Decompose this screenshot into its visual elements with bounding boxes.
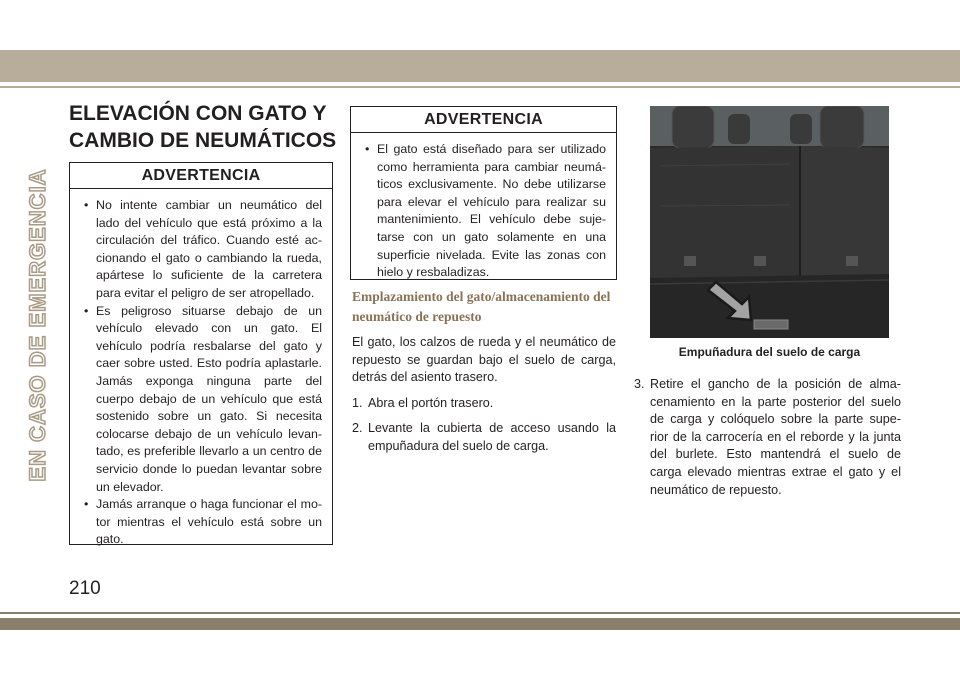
section-title-line1: ELEVACIÓN CON GATO Y (69, 102, 327, 125)
warning-box-2-title: ADVERTENCIA (351, 107, 616, 133)
cargo-floor-illustration (650, 106, 889, 338)
step-2 (352, 420, 616, 455)
warning-box-2-list (351, 133, 616, 290)
step-number: 1. (352, 396, 363, 410)
step-3 (634, 376, 901, 499)
step-text: Abra el portón trasero. (368, 396, 494, 410)
bottom-band-line (0, 612, 960, 614)
top-band-line (0, 86, 960, 88)
subheading-jack-location: Emplazamiento del gato/almacenamiento del neumático de repuesto (352, 289, 611, 324)
top-band (0, 50, 960, 82)
warning-box-1-list (70, 189, 332, 557)
photo-caption: Empuñadura del suelo de carga (678, 345, 861, 359)
warning-box-1-item: • Jamás arranque o haga funcionar el mo- tor mientras el vehículo está sobre un gato. (80, 496, 322, 549)
step-number: 3. (634, 377, 645, 391)
side-section-label: EN CASO DE EMERGENCIA (25, 168, 50, 482)
bottom-band (0, 618, 960, 630)
page-number: 210 (69, 578, 101, 599)
step-1 (352, 395, 616, 413)
warning-box-1-title: ADVERTENCIA (70, 163, 332, 189)
warning-box-1-item: • Es peligroso situarse debajo de un vehículo elevado con un gato. El vehículo podría resbalarse del gato y caer sobre usted. Esto podría aplastarle. Jamás exponga ninguna parte del cuerpo debajo de un vehículo que está sostenido sobre un gato. Si necesita colocarse debajo de un vehículo levan- tado, es preferible llevarlo a un centro de servicio donde lo puedan levantar sobre un elevador. (80, 303, 322, 497)
warning-box-2 (350, 106, 617, 280)
warning-box-1-item: • No intente cambiar un neumático del lado del vehículo que está próximo a la circulación del tráfico. Cuando esté ac- cionando el gato o cambiando la rueda, apártese lo suficiente de la carretera para evitar el peligro de ser atropellado. (80, 197, 322, 303)
step-text: Retire el gancho de la posición de alma- cenamiento en la parte posterior del suelo de carga y colóquelo sobre la parte supe- rior de la carrocería en el reborde y la junta del burlete. Esto mantendrá el suelo de carga elevado mientras extrae el gato y el neumático de repuesto. (650, 377, 901, 497)
step-number: 2. (352, 421, 363, 435)
section-title-line2: CAMBIO DE NEUMÁTICOS (69, 129, 337, 152)
section-title (69, 100, 339, 154)
cargo-floor-photo (650, 106, 889, 338)
warning-box-2-item: • El gato está diseñado para ser utilizado como herramienta para cambiar neumá- ticos exclusivamente. No debe utilizarse para elevar el vehículo para realizar su mantenimiento. El vehículo debe suje- tarse con un gato solamente en una superficie nivelada. Evite las zonas con hielo y resbaladizas. (361, 141, 606, 282)
step-text: Levante la cubierta de acceso usando la empuñadura del suelo de carga. (368, 421, 616, 453)
warning-box-1 (69, 162, 333, 545)
intro-paragraph: El gato, los calzos de rueda y el neumático de repuesto se guardan bajo el suelo de carga, detrás del asiento trasero. (352, 335, 616, 385)
